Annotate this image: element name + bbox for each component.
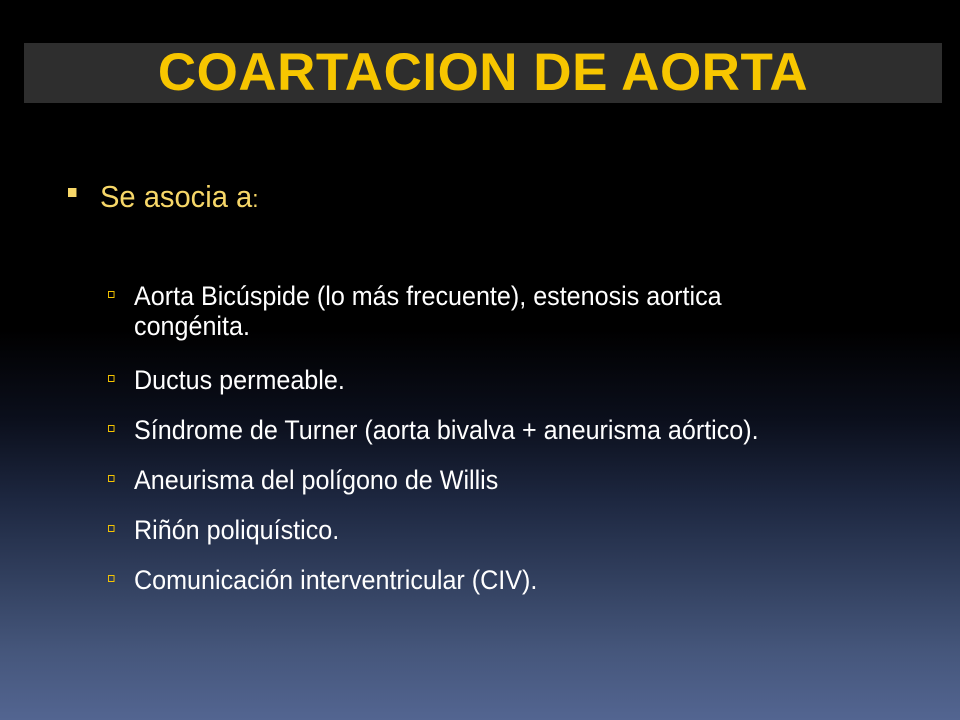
slide-content <box>68 178 928 615</box>
sub-bullet-text: Riñón poliquístico. <box>134 515 340 545</box>
hollow-square-bullet-icon <box>108 291 115 298</box>
sub-bullet-text: Comunicación interventricular (CIV). <box>134 565 538 595</box>
slide-title: COARTACION DE AORTA <box>157 43 809 102</box>
sub-bullet-item <box>108 515 841 545</box>
sub-bullet-text: Aneurisma del polígono de Willis <box>134 465 499 495</box>
sub-bullet-item <box>108 365 841 395</box>
sub-bullet-item <box>108 465 841 495</box>
sub-bullet-text: Síndrome de Turner (aorta bivalva + aneurisma aórtico). <box>134 415 759 445</box>
hollow-square-bullet-icon <box>108 475 115 482</box>
hollow-square-bullet-icon <box>108 575 115 582</box>
main-bullet-point <box>68 178 876 219</box>
hollow-square-bullet-icon <box>108 425 115 432</box>
sub-bullet-text: Aorta Bicúspide (lo más frecuente), estenosis aortica <box>134 281 722 311</box>
main-point-text: Se asocia a <box>99 179 253 214</box>
sub-bullet-list <box>108 281 928 595</box>
main-point-colon: : <box>252 186 259 213</box>
sub-bullet-item <box>108 281 841 341</box>
hollow-square-bullet-icon <box>108 525 115 532</box>
sub-bullet-item <box>108 415 841 445</box>
sub-bullet-text-continued: congénita. <box>134 311 250 341</box>
hollow-square-bullet-icon <box>108 375 115 382</box>
square-bullet-icon <box>68 188 76 197</box>
sub-bullet-text: Ductus permeable. <box>134 365 345 395</box>
sub-bullet-item <box>108 565 841 595</box>
